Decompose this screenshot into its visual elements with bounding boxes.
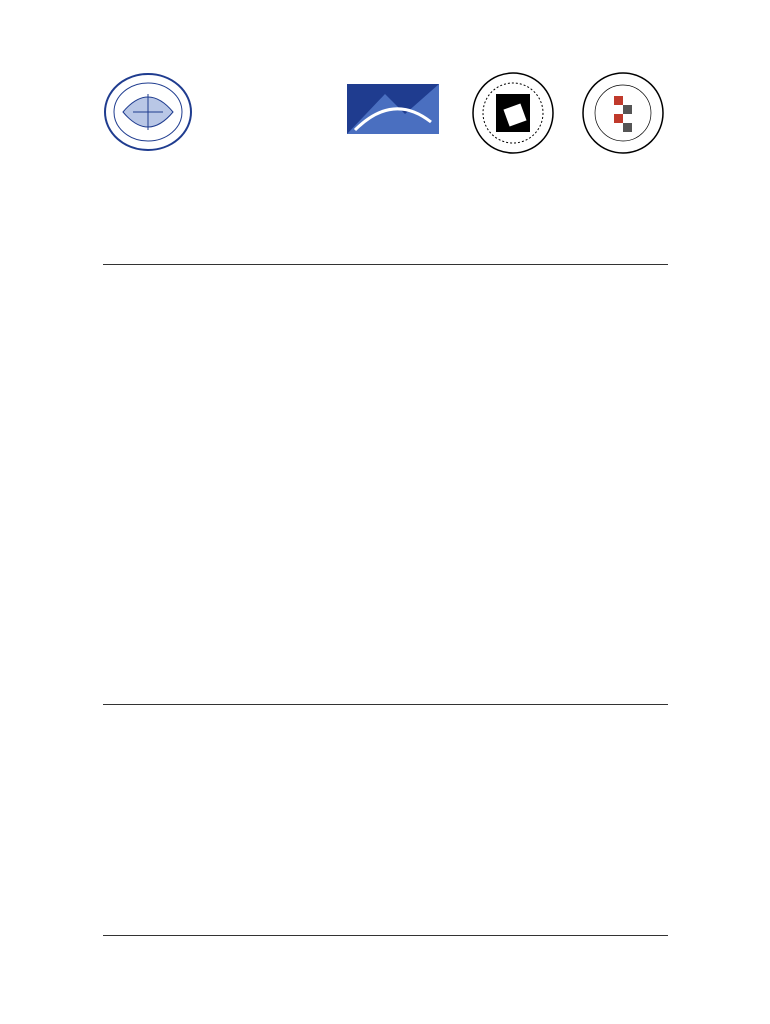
- divider: [103, 704, 668, 705]
- divider: [103, 935, 668, 936]
- psa-logo-icon: [220, 80, 320, 170]
- upcc-seal-icon: [580, 70, 680, 160]
- iaap-logo-icon: [345, 82, 445, 172]
- divider: [103, 264, 668, 265]
- fiap-seal-icon: [103, 72, 203, 162]
- fotosavez-seal-icon: [470, 70, 570, 160]
